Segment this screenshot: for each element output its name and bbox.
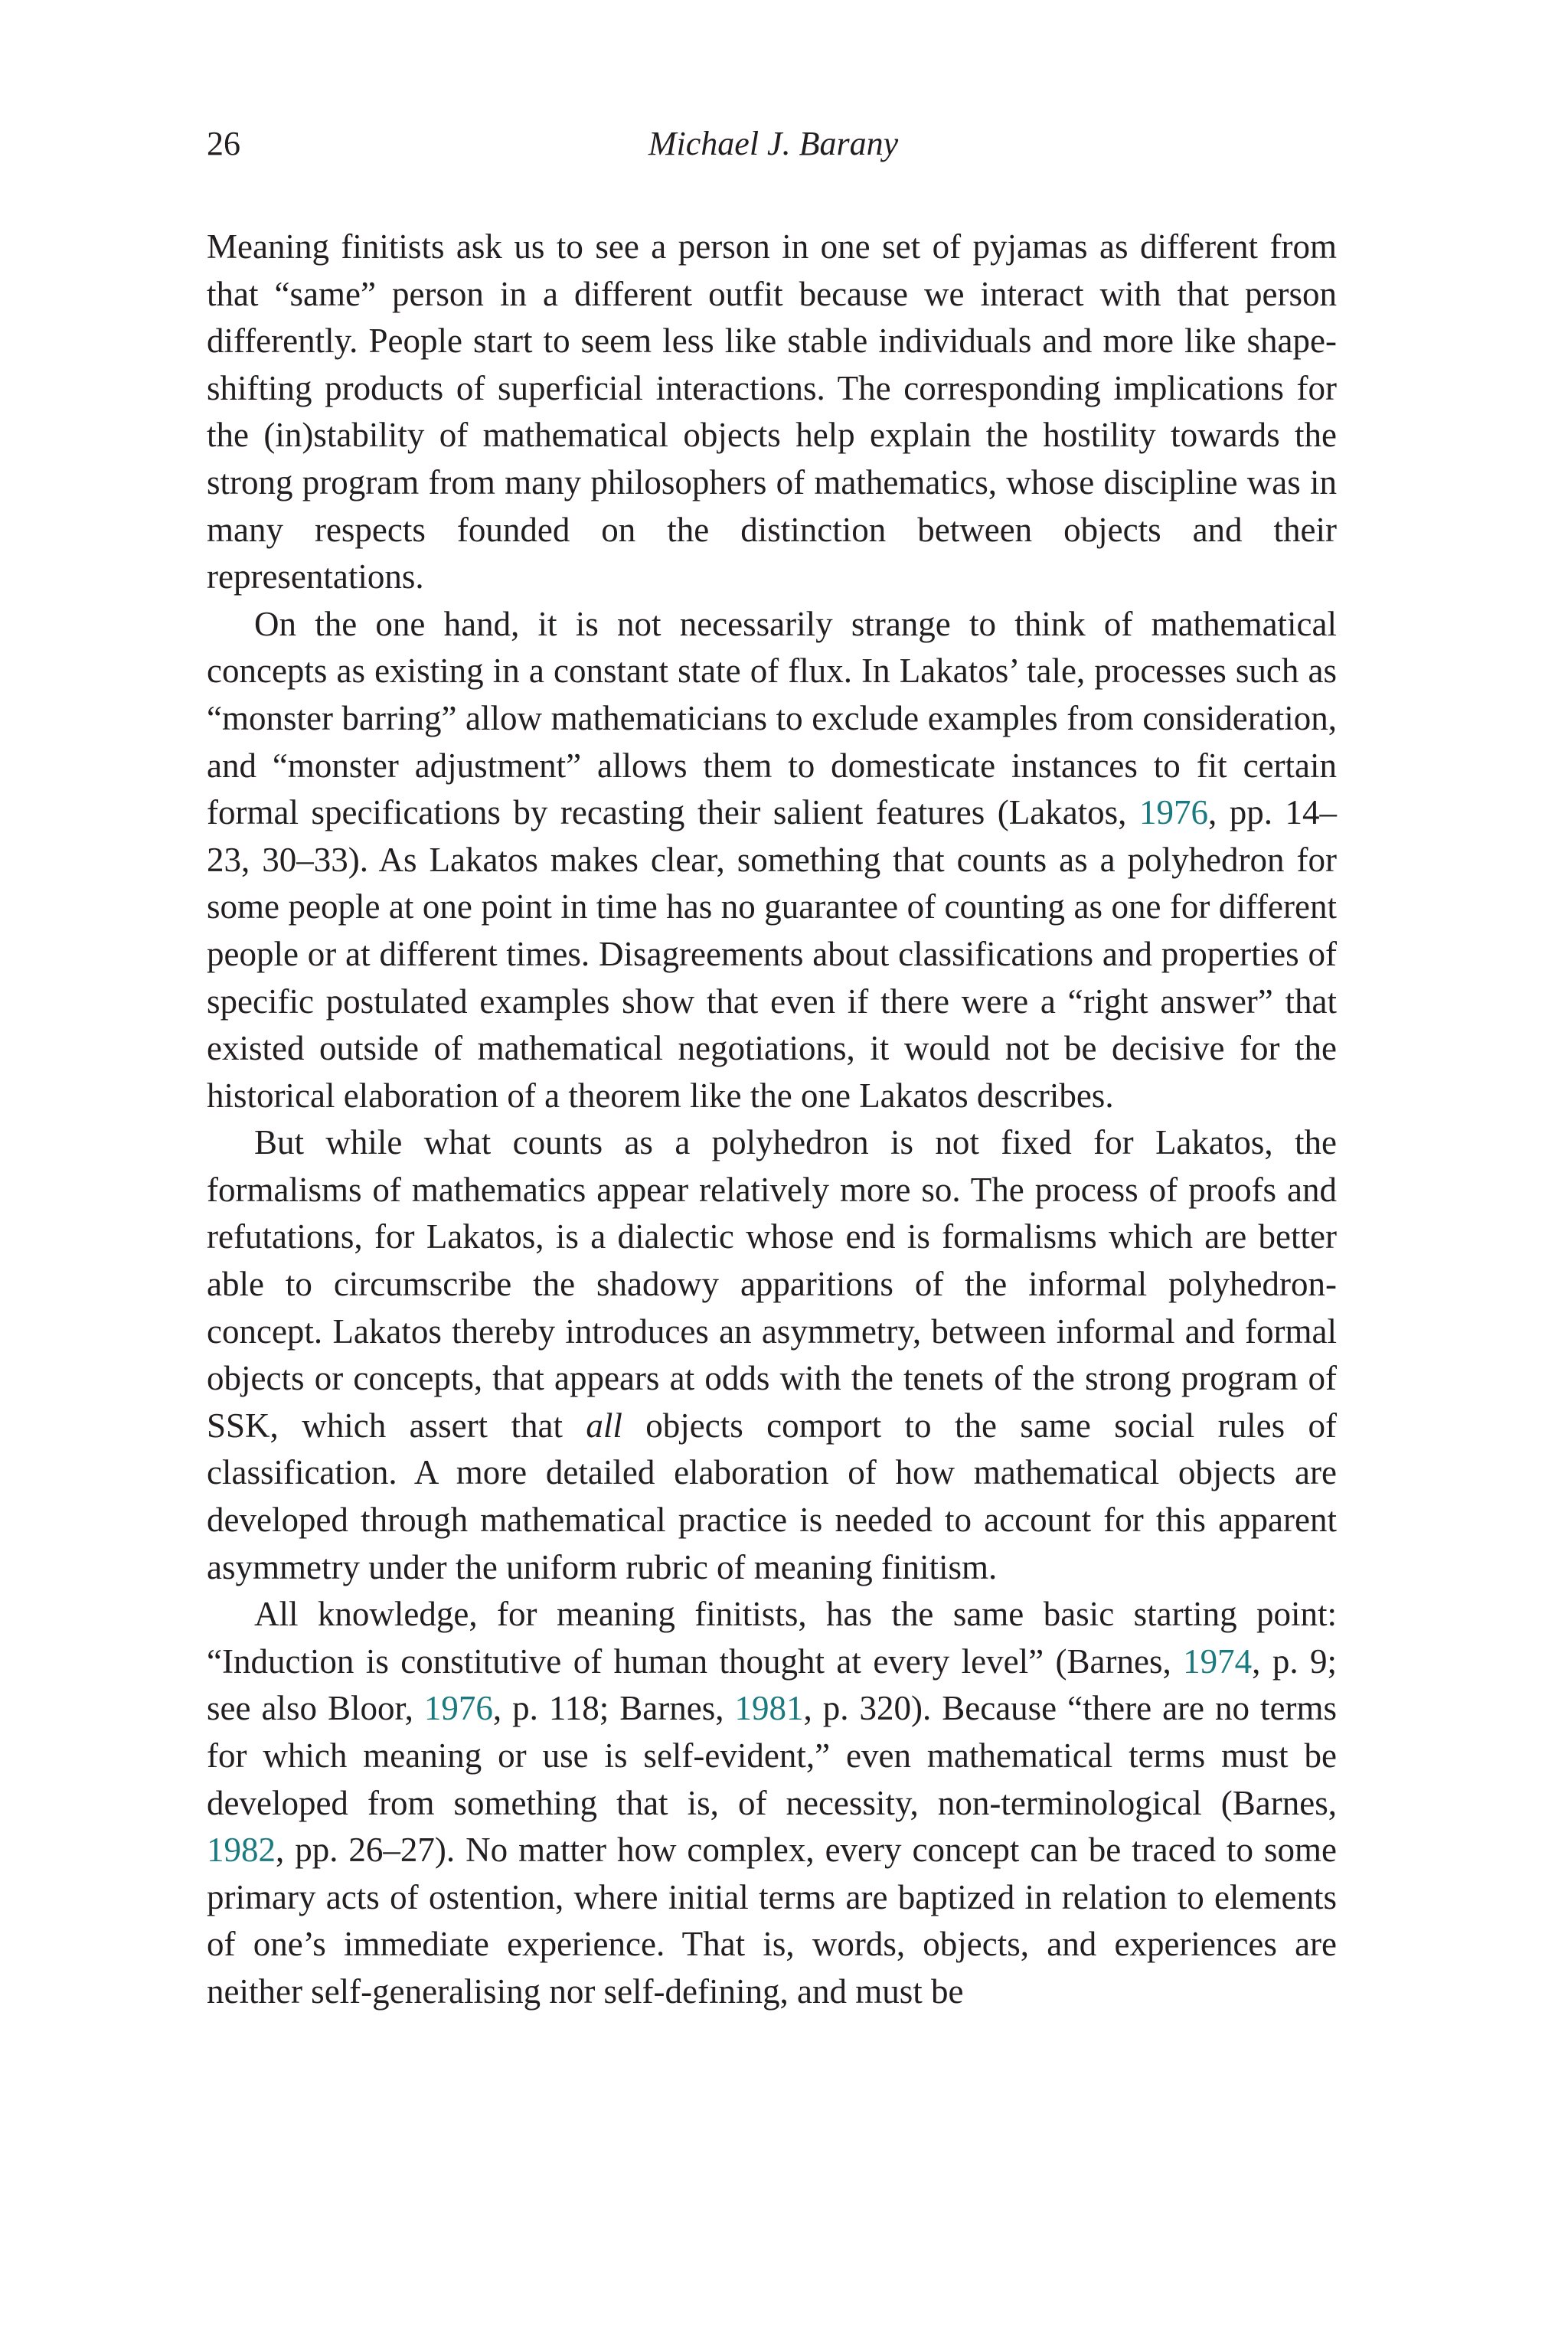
text-run: , pp. 14–23, 30–33). As Lakatos makes clear, something that counts as a polyhedron for some people at one point in time has no guarantee of counting as one for different people or at different times. Disagreements about classifications and properties of specific postulated examples show that even if there were a “right answer” that existed outside of mathematical negotiations, it would not be decisive for the historical elaboration of a theorem like the one Lakatos describes. [207, 793, 1337, 1115]
paragraph [207, 224, 1337, 601]
paragraph [207, 1591, 1337, 2015]
citation-link[interactable]: 1982 [207, 1831, 276, 1870]
citation-link[interactable]: 1974 [1183, 1642, 1253, 1681]
citation-link[interactable]: 1976 [1138, 793, 1208, 832]
citation-link[interactable]: 1976 [423, 1689, 493, 1728]
paragraph [207, 1119, 1337, 1591]
text-run: On the one hand, it is not necessarily strange to think of mathematical concepts as existing in a constant state of flux. In Lakatos’ tale, processes such as “monster barring” allow mathematicians to exclude examples from consideration, and “monster adjustment” allows them to domesticate instances to fit certain formal specifications by recasting their salient features (Lakatos, [207, 604, 1337, 832]
running-title: Michael J. Barany [648, 125, 899, 162]
text-run: objects comport to the same social rules of classification. A more detailed elaboration of how mathematical objects are developed through mathematical practice is needed to account for this apparent asymmetry under the uniform rubric of meaning finitism. [207, 1406, 1337, 1586]
text-run: , p. 9; see also Bloor, [207, 1642, 1337, 1728]
paragraph [207, 601, 1337, 1120]
text-run: Meaning finitists ask us to see a person in one set of pyjamas as different from that “same” person in a different outfit because we interact with that person differently. People start to seem less like stable individuals and more like shape-shifting products of superficial interactions. The corresponding implications for the (in)stability of mathematical objects help explain the hostility towards the strong program from many philosophers of mathematics, whose discipline was in many respects founded on the distinction between objects and their representations. [207, 227, 1337, 596]
page-number: 26 [207, 125, 240, 162]
text-run: , p. 118; Barnes, [492, 1689, 735, 1728]
body-text [207, 224, 1337, 2016]
text-run: But while what counts as a polyhedron is not fixed for Lakatos, the formalisms of mathematics appear relatively more so. The process of proofs and refutations, for Lakatos, is a dialectic whose end is formalisms which are better able to circumscribe the shadowy apparitions of the informal polyhedron-concept. Lakatos thereby introduces an asymmetry, between informal and formal objects or concepts, that appears at odds with the tenets of the strong program of SSK, which assert that [207, 1123, 1337, 1445]
text-run: , pp. 26–27). No matter how complex, every concept can be traced to some primary acts of ostention, where initial terms are baptized in relation to elements of one’s immediate experience. That is, words, objects, and experiences are neither self-generalising nor self-defining, and must be [207, 1831, 1337, 2011]
text-run: All knowledge, for meaning finitists, has the same basic starting point: “Induction is constitutive of human thought at every level” (Barnes, [207, 1595, 1337, 1681]
emphasis-text: all [586, 1406, 622, 1445]
citation-link[interactable]: 1981 [734, 1689, 804, 1728]
text-run: , p. 320). Because “there are no terms for which meaning or use is self-evident,” even mathematical terms must be developed from something that is, of necessity, non-terminological (Barnes, [207, 1689, 1337, 1822]
running-head [207, 121, 1340, 167]
